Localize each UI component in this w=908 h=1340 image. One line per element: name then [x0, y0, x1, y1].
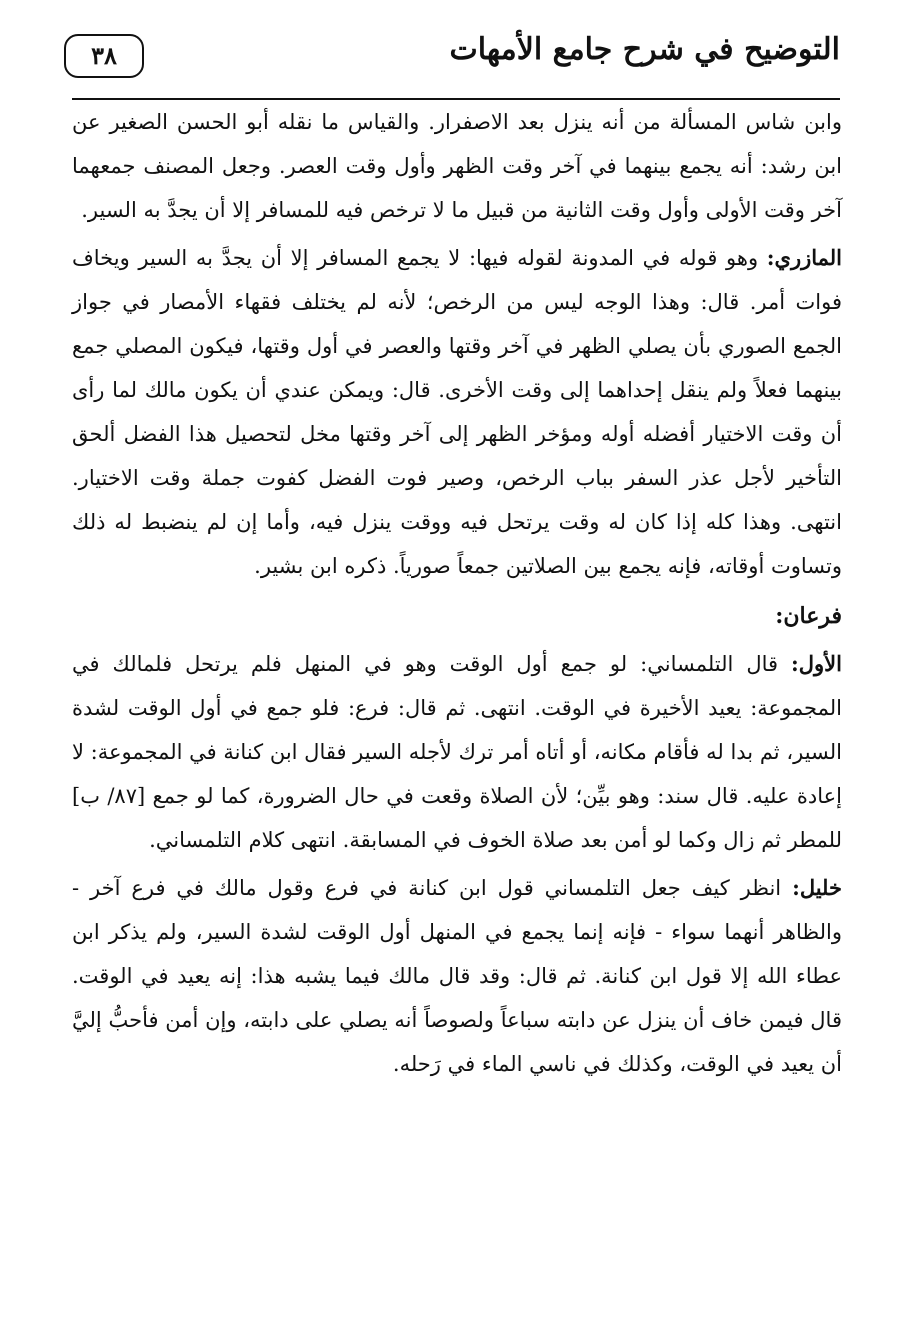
paragraph: [72, 100, 842, 232]
branch-text: انظر كيف جعل التلمساني قول ابن كنانة في فرع وقول مالك في فرع آخر - والظاهر أنهما سواء - فإنه إنما يجمع في المنهل أول الوقت لشدة السير، ولم يذكر ابن عطاء الله إلا قول ابن كنانة. ثم قال: وقد قال مالك فيما يشبه هذا: إنه يعيد في الوقت. قال فيمن خاف أن ينزل عن دابته سباعاً ولصوصاً أنه يصلي على دابته، وإن أمن فأحبُّ إليَّ أن يعيد في الوقت، وكذلك في ناسي الماء في رَحله.: [72, 876, 842, 1076]
branch-lead: الأول:: [791, 651, 842, 676]
body-text: [72, 100, 842, 1086]
branch-paragraph: [72, 866, 842, 1086]
page-header: [60, 28, 840, 100]
section-heading: فرعان:: [775, 603, 842, 629]
paragraph-text: وابن شاس المسألة من أنه ينزل بعد الاصفرار. والقياس ما نقله أبو الحسن الصغير عن ابن رشد: أنه يجمع بينهما في آخر وقت الظهر وأول وقت العصر. وجعل المصنف جمعهما آخر وقت الأولى وأول وقت الثانية من قبيل ما لا ترخص فيه للمسافر إلا أن يجدَّ به السير.: [72, 110, 842, 222]
branch-paragraph: [72, 642, 842, 862]
paragraph: [72, 236, 842, 588]
running-title: التوضيح في شرح جامع الأمهات: [449, 32, 840, 67]
paragraph-text: وهو قوله في المدونة لقوله فيها: لا يجمع المسافر إلا أن يجدَّ به السير ويخاف فوات أمر. قال: وهذا الوجه ليس من الرخص؛ لأنه لم يختلف فقهاء الأمصار في جواز الجمع الصوري بأن يصلي الظهر في آخر وقتها والعصر في أول وقتها، فيكون المصلي جمع بينهما فعلاً ولم ينقل إحداهما إلى وقت الأخرى. قال: ويمكن عندي أن يكون مالك لما رأى أن وقت الاختيار أفضله أوله ومؤخر الظهر إلى آخر وقتها مخل لتحصيل هذا الفضل ألحق التأخير لأجل عذر السفر بباب الرخص، وصير فوت الفضل كفوت جملة وقت الاختيار. انتهى. وهذا كله إذا كان له وقت يرتحل فيه ووقت ينزل فيه، وأما إن لم ينضبط له ذلك وتساوت أوقاته، فإنه يجمع بين الصلاتين جمعاً صورياً. ذكره ابن بشير.: [72, 246, 842, 578]
branch-text: قال التلمساني: لو جمع أول الوقت وهو في المنهل فلم يرتحل فلمالك في المجموعة: يعيد الأخيرة في الوقت. انتهى. ثم قال: فرع: فلو جمع في أول الوقت لشدة السير، ثم بدا له فأقام مكانه، أو أتاه أمر ترك لأجله السير فقال ابن كنانة في المجموعة: لا إعادة عليه. قال سند: وهو بيِّن؛ لأن الصلاة وقعت في حال الضرورة، كما لو جمع [٨٧/ ب] للمطر ثم زال وكما لو أمن بعد صلاة الخوف في المسابقة. انتهى كلام التلمساني.: [72, 652, 842, 852]
page-number: ٣٨: [64, 34, 144, 78]
branch-lead: خليل:: [792, 875, 842, 900]
paragraph-lead: المازري:: [766, 245, 842, 270]
